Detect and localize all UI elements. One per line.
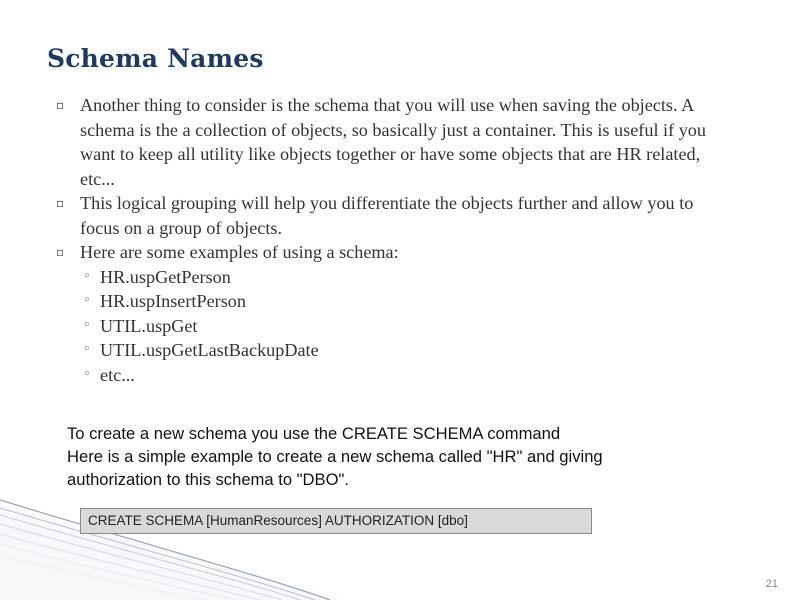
sub-bullet-item	[56, 338, 716, 363]
bullet-item	[56, 93, 716, 191]
circle-bullet-icon: ◦	[83, 366, 91, 382]
bullet-list	[56, 93, 716, 387]
sub-bullet-list	[56, 265, 716, 388]
circle-bullet-icon: ◦	[83, 293, 91, 308]
bullet-text: Another thing to consider is the schema that you will use when saving the objects. A schema is the a collection of objects, so basically just a container. This is useful if you want to keep all utility like objects together or have some objects that are HR related, etc...	[80, 95, 706, 189]
sub-bullet-item	[56, 314, 716, 339]
sub-bullet-text: UTIL.uspGet	[100, 315, 198, 336]
bullet-item	[56, 191, 716, 240]
bullet-icon: ▫	[56, 245, 65, 259]
bullet-icon: ▫	[56, 98, 65, 112]
bullet-item	[56, 240, 716, 265]
bullet-text: Here are some examples of using a schema:	[80, 242, 399, 262]
slide-title: Schema Names	[47, 44, 264, 73]
note-text	[67, 422, 603, 491]
sub-bullet-text: HR.uspInsertPerson	[100, 291, 246, 311]
sub-bullet-text: HR.uspGetPerson	[100, 266, 231, 287]
sub-bullet-text: etc...	[100, 364, 135, 385]
sub-bullet-item	[56, 363, 716, 388]
code-example-box: CREATE SCHEMA [HumanResources] AUTHORIZATION [dbo]	[80, 508, 592, 534]
sub-bullet-item	[56, 265, 716, 290]
circle-bullet-icon: ◦	[83, 317, 91, 333]
circle-bullet-icon: ◦	[83, 268, 91, 284]
bullet-text: This logical grouping will help you differentiate the objects further and allow you to focus on a group of objects.	[80, 193, 694, 238]
page-number: 21	[765, 578, 778, 590]
bullet-icon: ▫	[56, 196, 65, 210]
note-line: To create a new schema you use the CREATE SCHEMA command	[67, 424, 561, 443]
circle-bullet-icon: ◦	[83, 342, 91, 357]
sub-bullet-text: UTIL.uspGetLastBackupDate	[100, 340, 319, 360]
note-line: Here is a simple example to create a new schema called "HR" and giving	[67, 447, 603, 466]
sub-bullet-item	[56, 289, 716, 314]
note-line: authorization to this schema to "DBO".	[67, 470, 350, 489]
